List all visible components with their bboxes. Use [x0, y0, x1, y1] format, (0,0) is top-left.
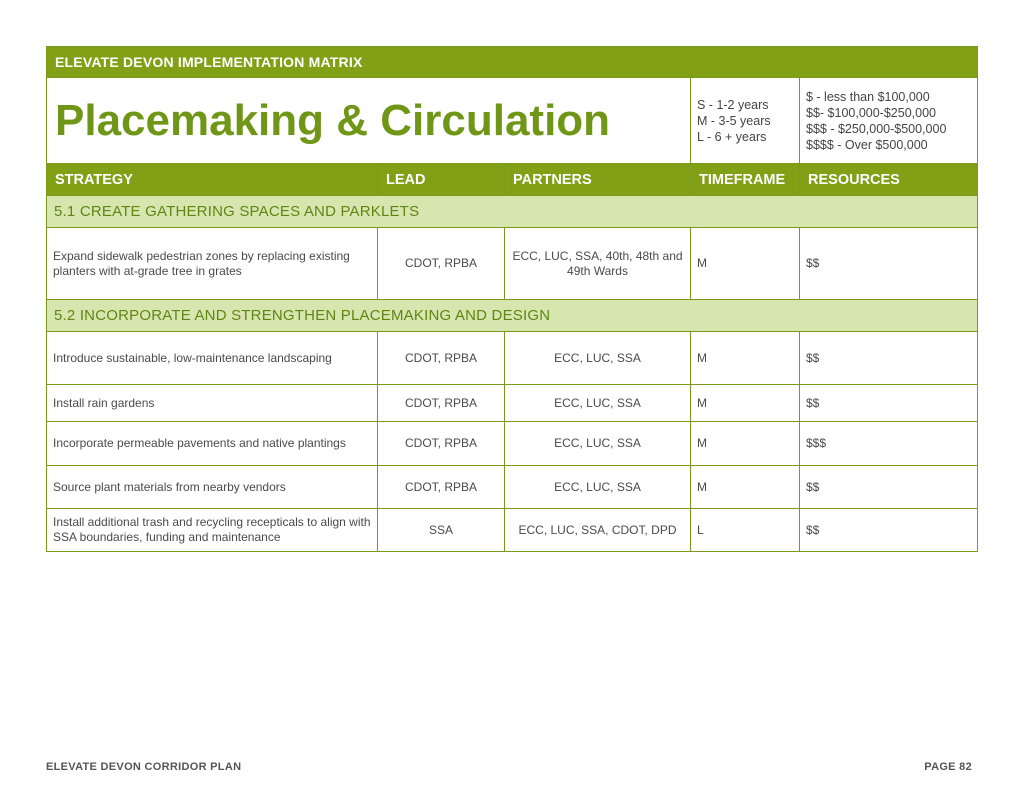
lead-cell: CDOT, RPBA: [378, 332, 505, 385]
column-header-strategy: STRATEGY: [47, 164, 378, 196]
lead-cell: CDOT, RPBA: [378, 228, 505, 300]
timeframe-legend-item: S - 1-2 years: [697, 97, 769, 112]
lead-cell: CDOT, RPBA: [378, 466, 505, 509]
resources-cell: $$: [800, 385, 978, 422]
resources-cell: $$: [800, 228, 978, 300]
timeframe-legend-item: M - 3-5 years: [697, 113, 771, 128]
resource-legend-item: $$$$ - Over $500,000: [806, 137, 928, 152]
section-heading-row: [47, 196, 978, 228]
timeframe-cell: M: [691, 466, 800, 509]
lead-cell: CDOT, RPBA: [378, 385, 505, 422]
timeframe-cell: M: [691, 332, 800, 385]
lead-cell: SSA: [378, 509, 505, 552]
column-header-lead: LEAD: [378, 164, 505, 196]
title-row: [47, 78, 978, 164]
strategy-cell: Incorporate permeable pavements and native plantings: [47, 422, 378, 466]
resource-legend-item: $ - less than $100,000: [806, 89, 930, 104]
section-heading: 5.2 INCORPORATE AND STRENGTHEN PLACEMAKING AND DESIGN: [47, 300, 978, 332]
column-header-resources: RESOURCES: [800, 164, 978, 196]
timeframe-cell: M: [691, 385, 800, 422]
strategy-cell: Install rain gardens: [47, 385, 378, 422]
partners-cell: ECC, LUC, SSA, 40th, 48th and 49th Wards: [505, 228, 691, 300]
matrix-banner: ELEVATE DEVON IMPLEMENTATION MATRIX: [47, 47, 978, 78]
timeframe-legend: [691, 78, 800, 164]
partners-cell: ECC, LUC, SSA, CDOT, DPD: [505, 509, 691, 552]
resources-cell: $$: [800, 332, 978, 385]
strategy-cell: Introduce sustainable, low-maintenance landscaping: [47, 332, 378, 385]
resources-cell: $$: [800, 509, 978, 552]
strategy-cell: Expand sidewalk pedestrian zones by replacing existing planters with at-grade tree in grates: [47, 228, 378, 300]
table-row: [47, 228, 978, 300]
footer-page-number: PAGE 82: [924, 761, 972, 773]
column-header-timeframe: TIMEFRAME: [691, 164, 800, 196]
resource-legend-item: $$$ - $250,000-$500,000: [806, 121, 947, 136]
page-title: Placemaking & Circulation: [47, 78, 691, 164]
table-row: [47, 422, 978, 466]
section-heading-row: [47, 300, 978, 332]
lead-cell: CDOT, RPBA: [378, 422, 505, 466]
timeframe-cell: M: [691, 422, 800, 466]
resource-legend-item: $$- $100,000-$250,000: [806, 105, 936, 120]
column-header-partners: PARTNERS: [505, 164, 691, 196]
table-row: [47, 509, 978, 552]
partners-cell: ECC, LUC, SSA: [505, 332, 691, 385]
table-row: [47, 385, 978, 422]
timeframe-cell: L: [691, 509, 800, 552]
resources-cell: $$$: [800, 422, 978, 466]
resource-legend: [800, 78, 978, 164]
matrix-banner-row: [47, 47, 978, 78]
column-header-row: [47, 164, 978, 196]
partners-cell: ECC, LUC, SSA: [505, 422, 691, 466]
timeframe-legend-item: L - 6 + years: [697, 129, 767, 144]
resources-cell: $$: [800, 466, 978, 509]
table-row: [47, 466, 978, 509]
table-row: [47, 332, 978, 385]
timeframe-cell: M: [691, 228, 800, 300]
partners-cell: ECC, LUC, SSA: [505, 385, 691, 422]
strategy-cell: Install additional trash and recycling recepticals to align with SSA boundaries, funding and maintenance: [47, 509, 378, 552]
footer-plan-title: ELEVATE DEVON CORRIDOR PLAN: [46, 761, 242, 773]
partners-cell: ECC, LUC, SSA: [505, 466, 691, 509]
implementation-matrix: [46, 46, 978, 552]
section-heading: 5.1 CREATE GATHERING SPACES AND PARKLETS: [47, 196, 978, 228]
strategy-cell: Source plant materials from nearby vendors: [47, 466, 378, 509]
